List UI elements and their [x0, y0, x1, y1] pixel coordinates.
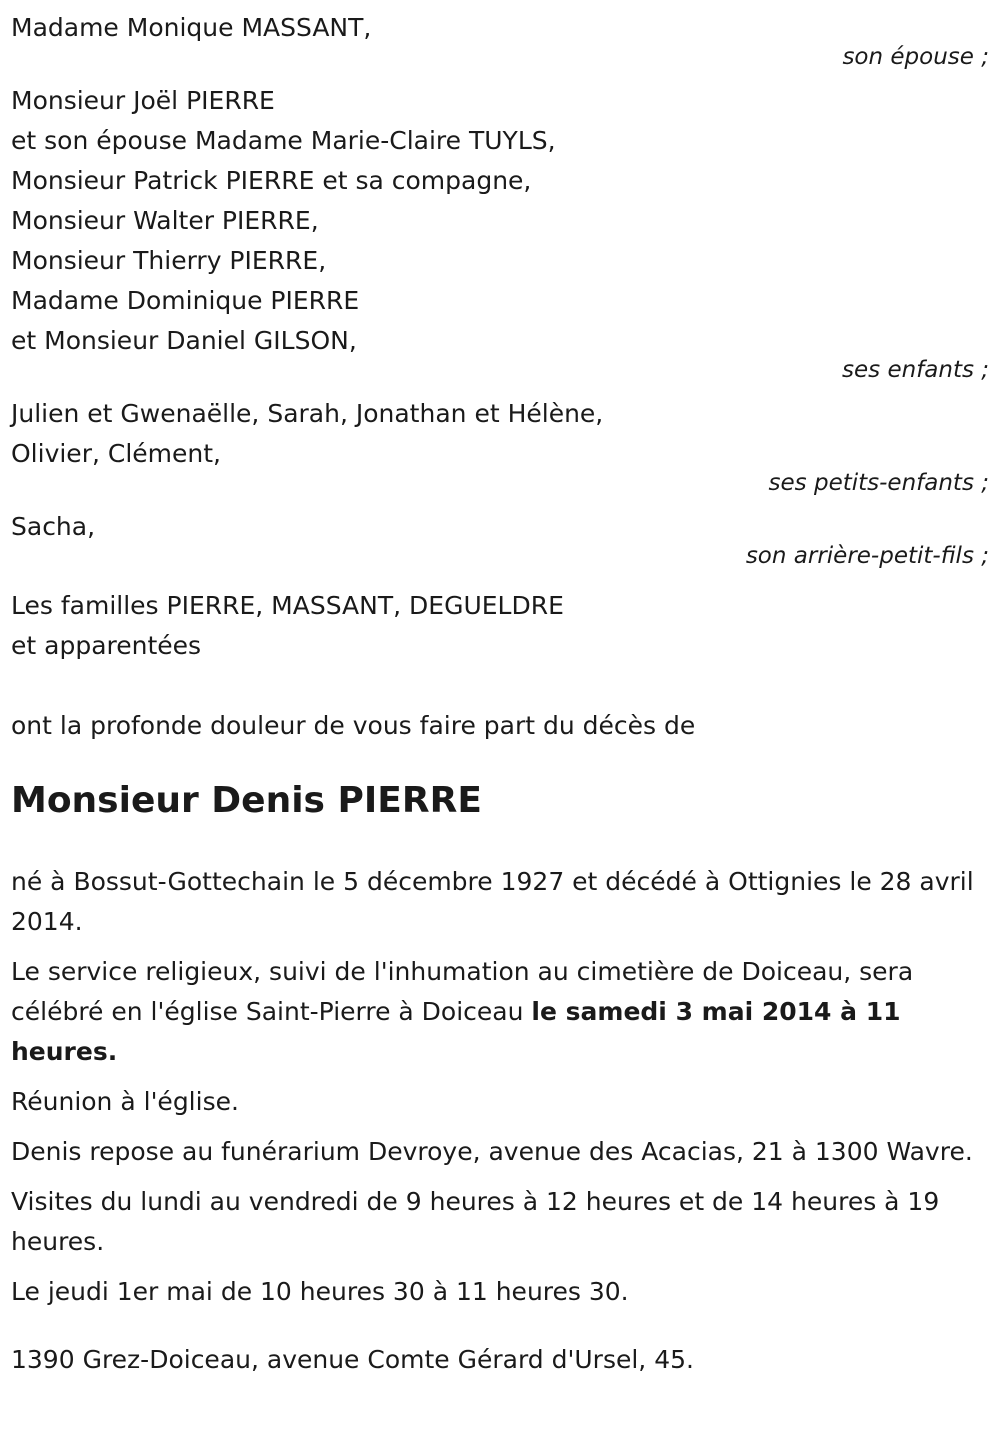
grandchild-line: Olivier, Clément, [11, 439, 221, 468]
child-line: Monsieur Thierry PIERRE, [11, 246, 327, 275]
spouse-section [11, 8, 989, 73]
grandchildren-section [11, 394, 989, 499]
birth-death-text: né à Bossut-Gottechain le 5 décembre 1927 et décédé à Ottignies le 28 avril 2014. [11, 867, 974, 936]
child-line: Monsieur Patrick PIERRE et sa compagne, [11, 166, 532, 195]
families-section [11, 586, 989, 666]
children-section [11, 81, 989, 386]
great-grandchildren-section [11, 507, 989, 572]
visits-text: Visites du lundi au vendredi de 9 heures à 12 heures et de 14 heures à 19 heures. [11, 1187, 940, 1256]
service-text [11, 952, 989, 1072]
meeting-text: Réunion à l'église. [11, 1087, 239, 1116]
announcement-text: ont la profonde douleur de vous faire part du décès de [11, 711, 696, 740]
rest-location-text: Denis repose au funérarium Devroye, avenue des Acacias, 21 à 1300 Wavre. [11, 1137, 973, 1166]
families-line: et apparentées [11, 631, 202, 660]
service-prefix: Le service religieux, suivi de l'inhumation au cimetière de Doiceau, sera célébré en l'église Saint-Pierre à Doiceau [11, 957, 914, 1026]
great-grandchildren-role: son arrière-petit-fils ; [745, 543, 989, 569]
grandchild-line: Julien et Gwenaëlle, Sarah, Jonathan et Hélène, [11, 399, 604, 428]
child-line: Madame Dominique PIERRE [11, 286, 360, 315]
spouse-role: son épouse ; [842, 44, 989, 70]
child-line: Monsieur Walter PIERRE, [11, 206, 319, 235]
service-date: le samedi 3 mai 2014 à 11 heures. [11, 997, 901, 1066]
families-line: Les familles PIERRE, MASSANT, DEGUELDRE [11, 591, 564, 620]
great-grandchild-line: Sacha, [11, 512, 96, 541]
child-line: et son épouse Madame Marie-Claire TUYLS, [11, 126, 556, 155]
deceased-name: Monsieur Denis PIERRE [11, 780, 482, 821]
child-line: et Monsieur Daniel GILSON, [11, 326, 357, 355]
spouse-line: Madame Monique MASSANT, [11, 13, 372, 42]
thursday-visit-text: Le jeudi 1er mai de 10 heures 30 à 11 heures 30. [11, 1277, 629, 1306]
children-role: ses enfants ; [842, 357, 989, 383]
child-line: Monsieur Joël PIERRE [11, 86, 275, 115]
grandchildren-role: ses petits-enfants ; [768, 470, 989, 496]
address-text: 1390 Grez-Doiceau, avenue Comte Gérard d'Ursel, 45. [11, 1345, 694, 1374]
